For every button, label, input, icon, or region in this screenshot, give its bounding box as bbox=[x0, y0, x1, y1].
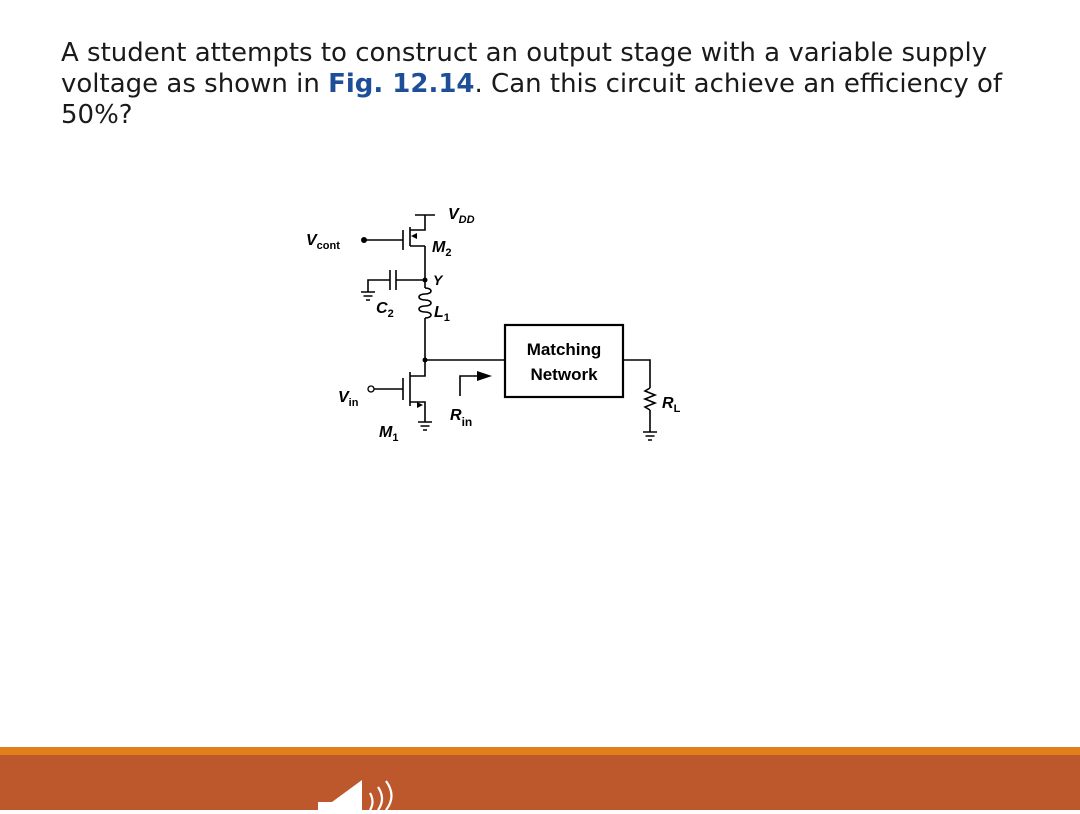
rl-label: $R_L$ bbox=[662, 395, 681, 415]
vcont-label: $V_{cont}$ bbox=[306, 232, 340, 252]
sound-wave-1 bbox=[370, 793, 373, 810]
c2-label: $C_2$ bbox=[376, 300, 394, 320]
matching-network-line2: Network bbox=[530, 365, 598, 384]
speaker-body bbox=[318, 780, 362, 810]
m1-arrow bbox=[417, 402, 423, 408]
vdd-label: $V_{DD}$ bbox=[448, 206, 475, 226]
vin-label: $V_{in}$ bbox=[338, 389, 359, 409]
c2-ground bbox=[361, 292, 375, 300]
rin-label: $R_{in}$ bbox=[450, 407, 473, 429]
c2-wire bbox=[368, 270, 425, 292]
m2-label: $M_2$ bbox=[432, 239, 452, 259]
circuit-figure bbox=[300, 200, 720, 470]
rl-wire bbox=[623, 360, 650, 388]
l1-coil bbox=[419, 288, 431, 318]
rl-resistor bbox=[645, 388, 655, 410]
y-label: Y bbox=[433, 272, 443, 288]
matching-network-box bbox=[505, 325, 623, 397]
question-text-end: . Can this circuit achieve an efficiency of 50%? bbox=[61, 69, 1003, 130]
sound-wave-3 bbox=[386, 781, 392, 810]
matching-network-line1: Matching bbox=[526, 340, 602, 359]
m1-gate-wire bbox=[374, 378, 403, 400]
vcont-node bbox=[361, 237, 367, 243]
vin-terminal bbox=[368, 386, 374, 392]
m1-ground bbox=[418, 422, 432, 430]
footer-accent-bar bbox=[0, 747, 1080, 755]
m2-arrow bbox=[411, 233, 417, 239]
question-text-start: A student attempts to construct an output stage with a variable supply voltage as shown in bbox=[61, 38, 988, 99]
circuit-diagram bbox=[300, 200, 720, 470]
rl-ground bbox=[643, 410, 657, 440]
footer-bar bbox=[0, 755, 1080, 810]
figure-reference: Fig. 12.14 bbox=[328, 69, 475, 99]
l1-label: $L_1$ bbox=[434, 304, 450, 324]
sound-wave-2 bbox=[378, 787, 382, 810]
question-text bbox=[61, 38, 1021, 131]
speaker-icon[interactable] bbox=[318, 778, 408, 810]
rin-arrow-head bbox=[477, 371, 492, 381]
m2-gate-wire bbox=[364, 230, 403, 250]
m1-label: $M_1$ bbox=[379, 424, 399, 444]
m1-drain-source-wire bbox=[410, 360, 425, 422]
